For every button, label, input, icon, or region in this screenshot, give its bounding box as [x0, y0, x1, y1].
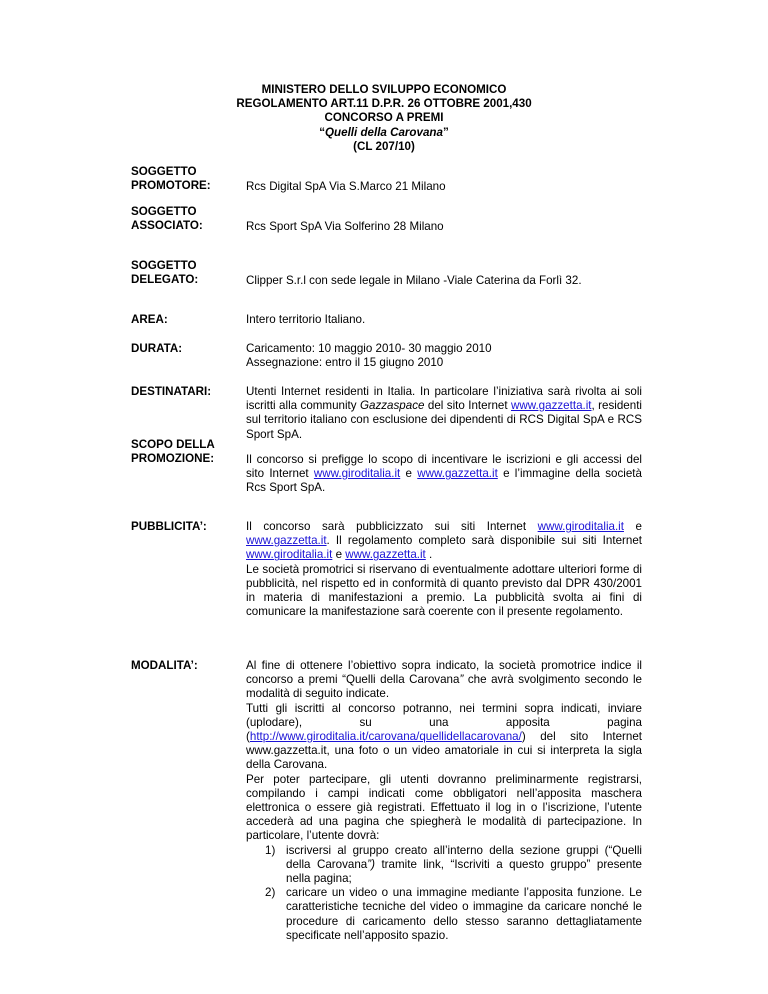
modalita-paragraph-3: Per poter partecipare, gli utenti dovranno preliminarmente registrarsi, compilando i campi indicati come obbligatori nell’apposita maschera elettronica o essere già registrati. Effettuato il log in o l’iscrizione, l’utente accederà ad una pagina che spiegherà le modalità di partecipazione. In particolare, l’utente dovrà: — [246, 772, 642, 843]
destinatari-label: DESTINATARI: — [131, 385, 212, 398]
regulation-reference: REGOLAMENTO ART.11 D.P.R. 26 OTTOBRE 2001,430 — [236, 97, 532, 111]
caricamento-dates: Caricamento: 10 maggio 2010- 30 maggio 2010 — [246, 342, 492, 355]
destinatari-value: Utenti Internet residenti in Italia. In particolare l’iniziativa sarà rivolta ai soli iscritti alla community Gazzaspace del sito Internet www.gazzetta.it, residenti sul territorio italiano con esclusione dei dipendenti di RCS Digital SpA e RCS Sport SpA. — [246, 385, 642, 441]
contest-code: (CL 207/10) — [353, 139, 415, 153]
modalita-paragraph-1: Al fine di ottenere l’obiettivo sopra indicato, la società promotrice indice il concorso a premi “Quelli della Carovana” che avrà svolgimento secondo le modalità di seguito indicate. — [246, 659, 642, 701]
delegato-value: Clipper S.r.l con sede legale in Milano -Viale Caterina da Forlì 32. — [246, 274, 582, 287]
delegato-label: SOGGETTO DELEGATO: — [131, 259, 199, 287]
giroditalia-link[interactable]: www.giroditalia.it — [537, 520, 624, 533]
promotore-value: Rcs Digital SpA Via S.Marco 21 Milano — [246, 180, 446, 193]
document-header — [0, 83, 768, 154]
scopo-value: Il concorso si prefigge lo scopo di incentivare le iscrizioni e gli accessi del sito Internet www.giroditalia.it e www.gazzetta.it e l’immagine della società Rcs Sport SpA. — [246, 453, 642, 495]
associato-label: SOGGETTO ASSOCIATO: — [131, 205, 203, 233]
promotore-label: SOGGETTO PROMOTORE: — [131, 165, 211, 193]
area-value: Intero territorio Italiano. — [246, 313, 366, 326]
pubblicita-label: PUBBLICITA’: — [131, 520, 207, 533]
contest-name: “Quelli della Carovana” — [319, 125, 449, 139]
gazzetta-link[interactable]: www.gazzetta.it — [246, 534, 327, 548]
scopo-label: SCOPO DELLA PROMOZIONE: — [131, 438, 215, 466]
contest-type: CONCORSO A PREMI — [324, 111, 444, 125]
carovana-page-link[interactable]: http://www.giroditalia.it/carovana/quellidellacarovana/ — [249, 730, 522, 744]
gazzetta-link[interactable]: www.gazzetta.it — [417, 467, 498, 481]
associato-value: Rcs Sport SpA Via Solferino 28 Milano — [246, 220, 444, 233]
pubblicita-paragraph-1: Il concorso sarà pubblicizzato sui siti Internet www.giroditalia.it e www.gazzetta.it. Il regolamento completo sarà disponibile sui siti Internet www.giroditalia.it e www.gazzetta.it . — [246, 520, 642, 562]
area-label: AREA: — [131, 313, 168, 326]
assegnazione-date: Assegnazione: entro il 15 giugno 2010 — [246, 356, 444, 370]
durata-value — [246, 342, 642, 370]
giroditalia-link[interactable]: www.giroditalia.it — [246, 548, 333, 562]
gazzetta-link[interactable]: www.gazzetta.it — [345, 548, 426, 562]
modalita-label: MODALITA’: — [131, 659, 198, 672]
durata-label: DURATA: — [131, 342, 183, 355]
modalita-paragraph-2: Tutti gli iscritti al concorso potranno, nei termini sopra indicati, inviare (uplodare), su una apposita pagina (http://www.giroditalia.it/carovana/quellidellacarovana/) del sito Internet www.gazzetta.it, una foto o un video amatoriale in cui si interpreta la sigla della Carovana. — [246, 701, 642, 772]
list-item: 2) caricare un video o una immagine mediante l’apposita funzione. Le caratteristiche tecniche del video o immagine da caricare nonché le procedure di caricamento dello stesso saranno dettagliatamente specificate nell’apposito spazio. — [265, 886, 642, 942]
steps-list — [246, 844, 642, 943]
giroditalia-link[interactable]: www.giroditalia.it — [313, 467, 401, 481]
pubblicita-value — [246, 520, 642, 619]
modalita-value — [246, 659, 642, 943]
pubblicita-paragraph-2: Le società promotrici si riservano di eventualmente adottare ulteriori forme di pubblicità, nel rispetto ed in conformità di quanto previsto dal DPR 430/2001 in materia di manifestazioni a premio. La pubblicità svolta ai fini di comunicare la manifestazione sarà coerente con il presente regolamento. — [246, 562, 642, 619]
gazzetta-link[interactable]: www.gazzetta.it — [510, 399, 592, 413]
list-item: 1) iscriversi al gruppo creato all’interno della sezione gruppi (“Quelli della Carovana”) tramite link, “Iscriviti a questo gruppo” presente nella pagina; — [265, 843, 642, 886]
ministry-title: MINISTERO DELLO SVILUPPO ECONOMICO — [261, 83, 507, 96]
